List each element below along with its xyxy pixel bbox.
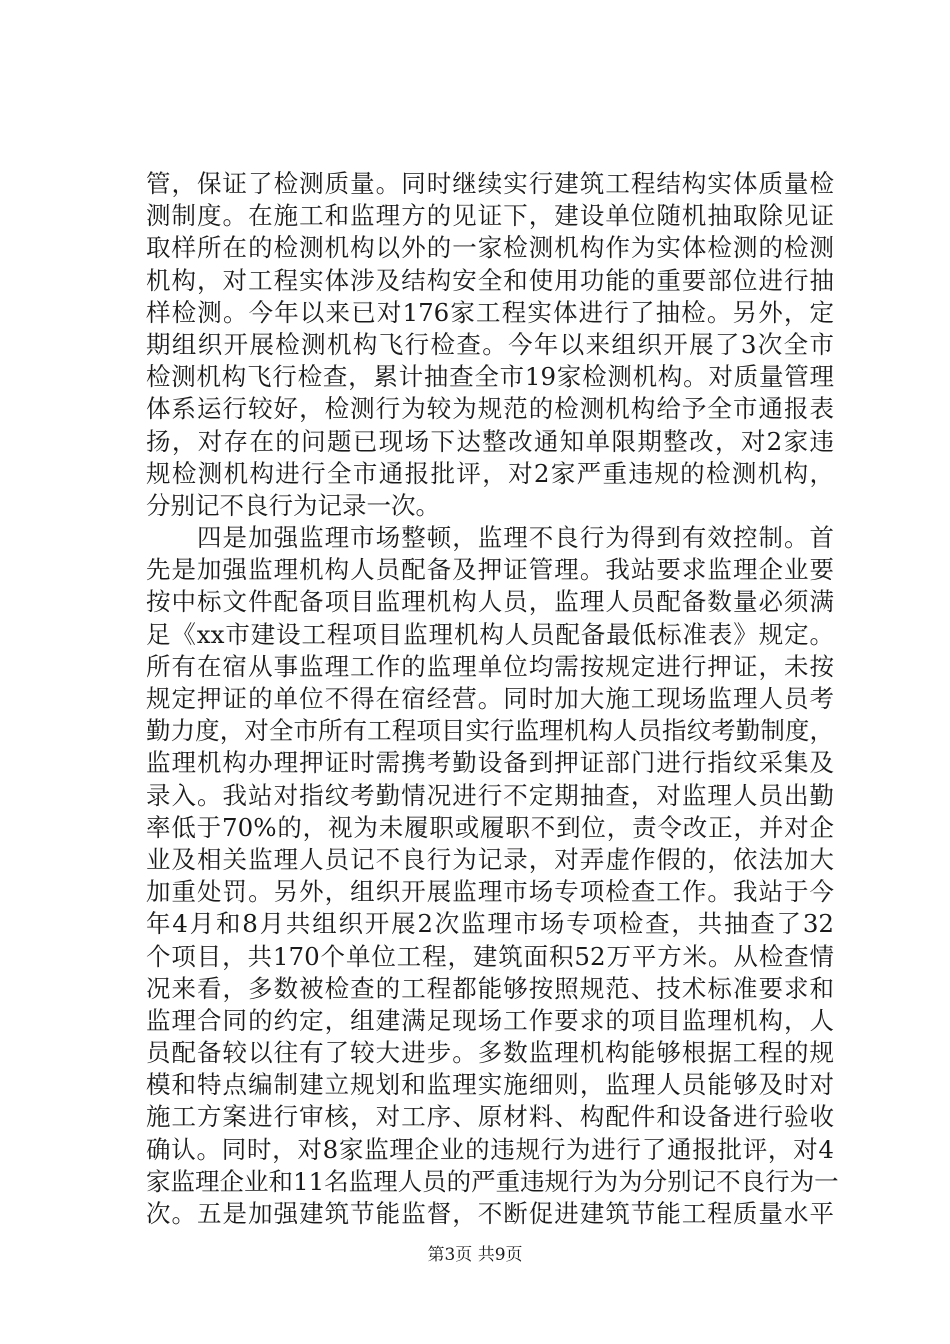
text-line: 业及相关监理人员记不良行为记录，对弄虚作假的，依法加大 bbox=[146, 844, 834, 874]
body-text bbox=[146, 168, 839, 1230]
text-line: 管，保证了检测质量。同时继续实行建筑工程结构实体质量检 bbox=[146, 169, 834, 198]
text-line: 四是加强监理市场整顿，监理不良行为得到有效控制。首 bbox=[146, 523, 834, 553]
text-line: 取样所在的检测机构以外的一家检测机构作为实体检测的检测 bbox=[146, 233, 834, 263]
text-line: 规定押证的单位不得在宿经营。同时加大施工现场监理人员考 bbox=[146, 684, 834, 713]
page-footer: 第3页 共9页 bbox=[427, 1245, 523, 1265]
text-line: 测制度。在施工和监理方的见证下，建设单位随机抽取除见证 bbox=[146, 201, 834, 231]
text-line: 规检测机构进行全市通报批评，对2家严重违规的检测机构， bbox=[146, 458, 834, 488]
text-line: 所有在宿从事监理工作的监理单位均需按规定进行押证，未按 bbox=[146, 651, 834, 681]
text-line: 体系运行较好，检测行为较为规范的检测机构给予全市通报表 bbox=[146, 394, 834, 424]
text-line: 员配备较以往有了较大进步。多数监理机构能够根据工程的规 bbox=[146, 1038, 834, 1068]
text-line: 录入。我站对指纹考勤情况进行不定期抽查，对监理人员出勤 bbox=[146, 780, 834, 810]
text-line: 加重处罚。另外，组织开展监理市场专项检查工作。我站于今 bbox=[146, 877, 834, 907]
text-line: 家监理企业和11名监理人员的严重违规行为为分别记不良行为一 bbox=[146, 1166, 839, 1196]
text-line: 率低于70%的，视为未履职或履职不到位，责令改正，并对企 bbox=[146, 812, 834, 842]
text-line: 检测机构飞行检查，累计抽查全市19家检测机构。对质量管理 bbox=[146, 362, 834, 392]
text-line: 分别记不良行为记录一次。 bbox=[146, 490, 440, 520]
text-line: 先是加强监理机构人员配备及押证管理。我站要求监理企业要 bbox=[146, 555, 834, 585]
text-line: 监理合同的约定，组建满足现场工作要求的项目监理机构，人 bbox=[146, 1005, 834, 1035]
text-line: 确认。同时，对8家监理企业的违规行为进行了通报批评，对4 bbox=[146, 1134, 834, 1164]
text-line: 个项目，共170个单位工程，建筑面积52万平方米。从检查情 bbox=[146, 941, 834, 971]
text-line: 勤力度，对全市所有工程项目实行监理机构人员指纹考勤制度， bbox=[146, 716, 834, 746]
text-line: 期组织开展检测机构飞行检查。今年以来组织开展了3次全市 bbox=[146, 329, 834, 359]
text-line: 年4月和8月共组织开展2次监理市场专项检查，共抽查了32 bbox=[146, 909, 834, 939]
text-line: 机构，对工程实体涉及结构安全和使用功能的重要部位进行抽 bbox=[146, 265, 834, 295]
text-line: 足《xx市建设工程项目监理机构人员配备最低标准表》规定。 bbox=[146, 619, 834, 649]
text-line: 扬，对存在的问题已现场下达整改通知单限期整改，对2家违 bbox=[146, 426, 834, 456]
text-line: 按中标文件配备项目监理机构人员，监理人员配备数量必须满 bbox=[146, 587, 834, 617]
text-line: 况来看，多数被检查的工程都能够按照规范、技术标准要求和 bbox=[146, 973, 834, 1003]
text-line: 监理机构办理押证时需携考勤设备到押证部门进行指纹采集及 bbox=[146, 748, 834, 778]
text-line: 施工方案进行审核，对工序、原材料、构配件和设备进行验收 bbox=[146, 1102, 834, 1132]
text-line: 模和特点编制建立规划和监理实施细则，监理人员能够及时对 bbox=[146, 1070, 834, 1100]
text-line: 样检测。今年以来已对176家工程实体进行了抽检。另外，定 bbox=[146, 297, 834, 327]
text-line: 次。五是加强建筑节能监督，不断促进建筑节能工程质量水平 bbox=[146, 1199, 834, 1228]
